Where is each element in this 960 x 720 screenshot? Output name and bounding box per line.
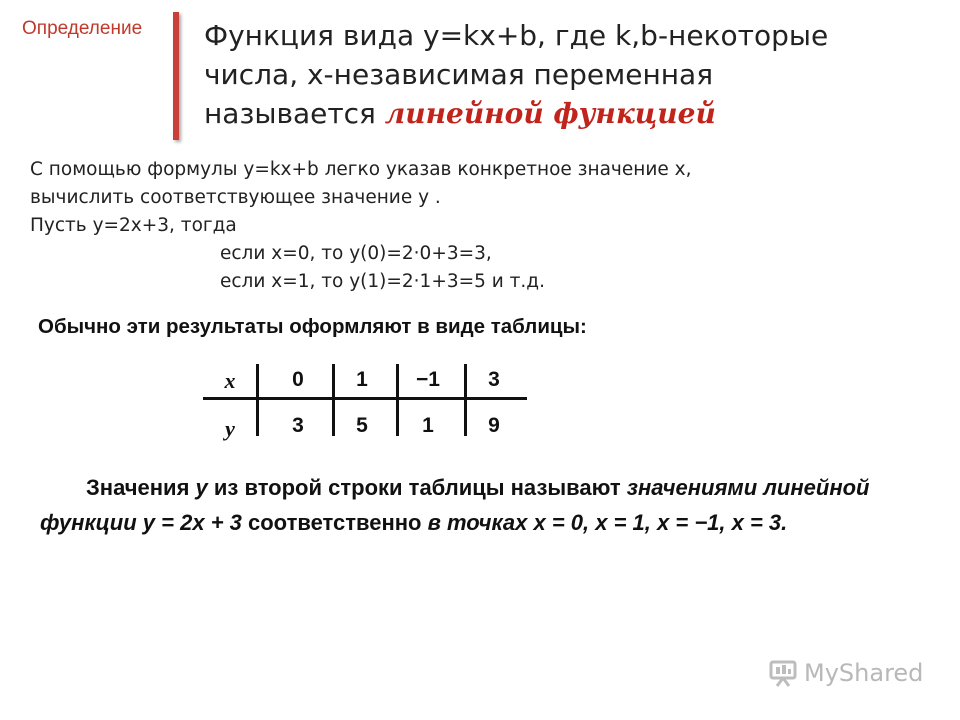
table-x-cell: 3: [488, 368, 500, 391]
paragraph-line-5: если х=1, то у(1)=2·1+3=5 и т.д.: [220, 271, 545, 292]
table-y-cell: 3: [292, 414, 304, 437]
conclusion-part: из второй строки таблицы называют: [207, 475, 627, 500]
conclusion-part: соответственно: [241, 510, 428, 535]
table-y-cell: 5: [356, 414, 368, 437]
definition-emphasis: линейной функцией: [384, 97, 716, 130]
table-vertical-line: [256, 364, 259, 436]
table-y-cell: 1: [422, 414, 434, 437]
conclusion-part: в точках: [427, 510, 528, 535]
paragraph-line-1: С помощью формулы у=kx+b легко указав конкретное значение х,: [30, 159, 692, 180]
paragraph-line-2: вычислить соответствующее значение у .: [30, 187, 441, 208]
definition-label: Определение: [22, 18, 143, 39]
table-x-cell: 0: [292, 368, 304, 391]
conclusion-part: значениями линейной функции: [40, 475, 870, 535]
conclusion-part: х = 0, х = 1, х = −1, х = 3.: [527, 510, 788, 535]
table-row-x-label: x: [224, 368, 236, 393]
projector-icon: [768, 658, 798, 688]
table-horizontal-line: [203, 397, 527, 400]
conclusion-part: Значения: [86, 475, 196, 500]
definition-line-1: Функция вида у=kx+b, где k,b-некоторые: [204, 19, 829, 52]
watermark: [768, 658, 923, 688]
watermark-text: MyShared: [804, 659, 924, 687]
table-y-cell: 9: [488, 414, 500, 437]
conclusion-paragraph: [40, 470, 890, 540]
conclusion-part: у = 2х + 3: [136, 510, 242, 535]
table-vertical-line: [332, 364, 335, 436]
table-vertical-line: [396, 364, 399, 436]
definition-line-3-prefix: называется: [204, 97, 385, 130]
table-row-y-label: y: [225, 416, 235, 441]
definition-line-2: числа, х-независимая переменная: [204, 58, 714, 91]
table-intro: Обычно эти результаты оформляют в виде таблицы:: [38, 315, 587, 338]
definition-text: [204, 16, 924, 133]
paragraph-line-4: если х=0, то у(0)=2·0+3=3,: [220, 243, 492, 264]
accent-bar: [173, 12, 179, 140]
paragraph-line-3: Пусть у=2х+3, тогда: [30, 215, 237, 236]
table-x-cell: −1: [416, 368, 440, 391]
conclusion-part: у: [195, 475, 208, 500]
definition-line-3: [204, 94, 924, 133]
explanation-paragraph: [30, 156, 930, 296]
table-x-cell: 1: [356, 368, 368, 391]
table-vertical-line: [464, 364, 467, 436]
